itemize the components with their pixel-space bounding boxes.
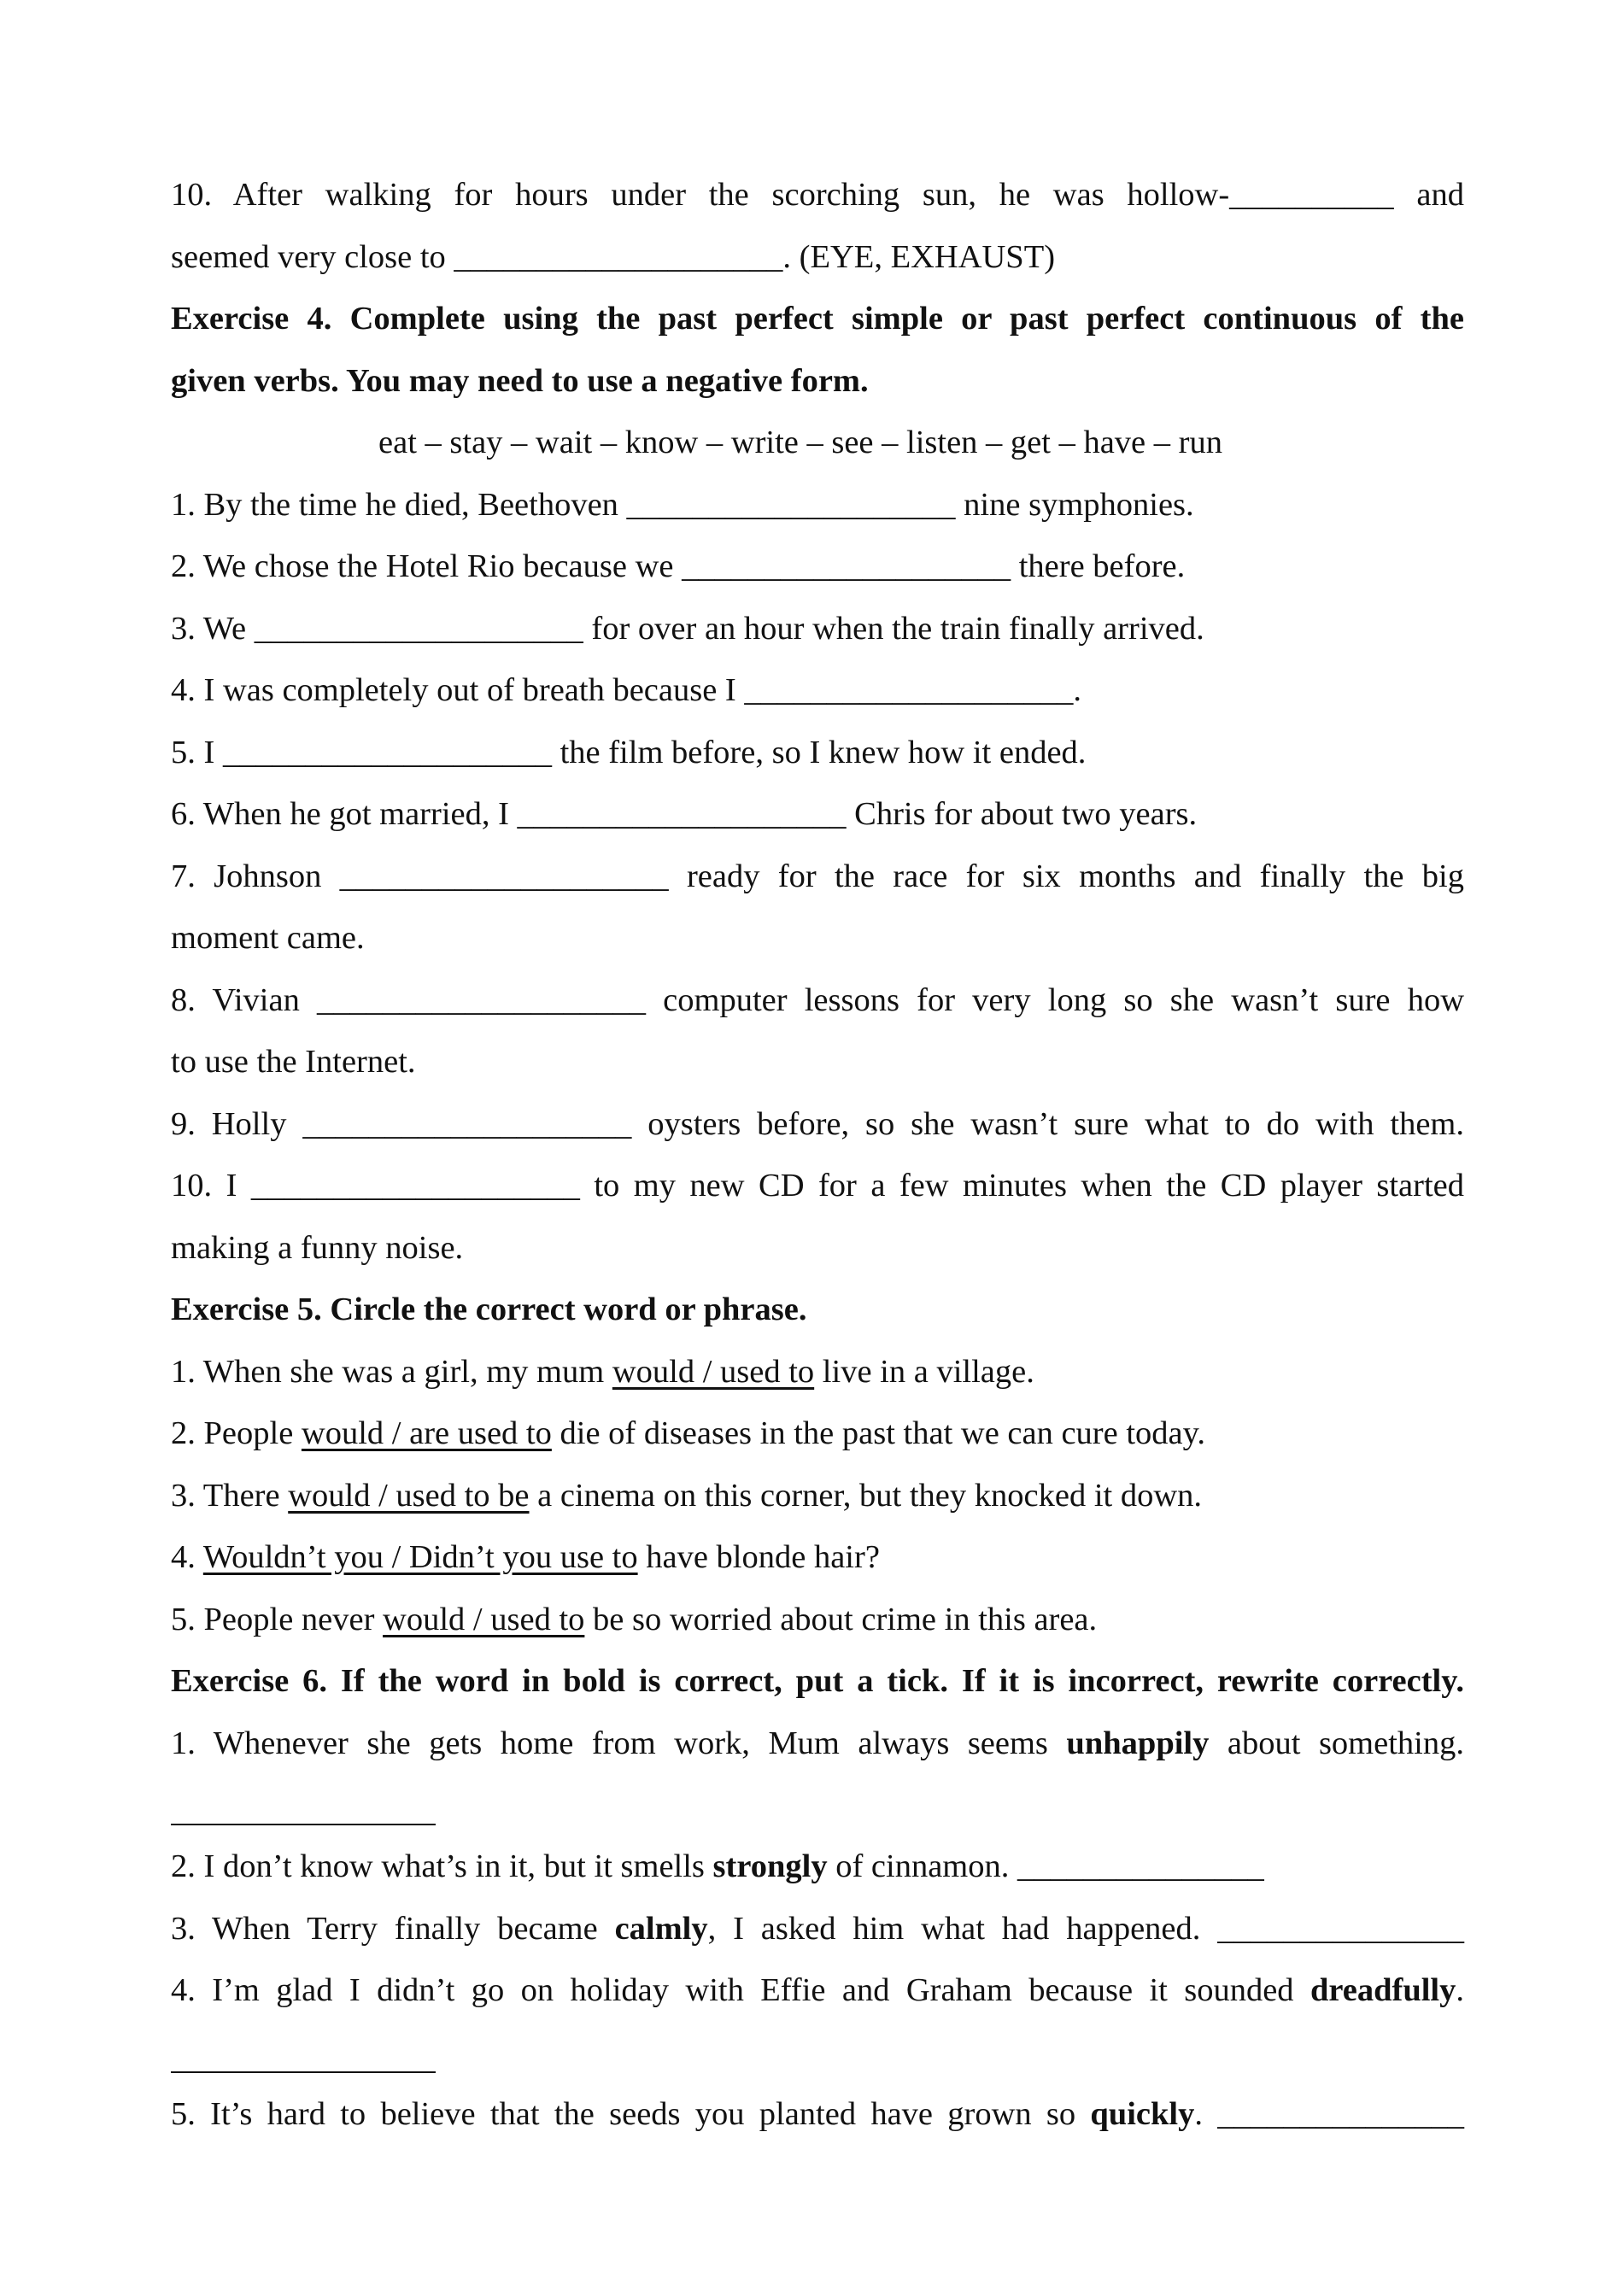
ex6-q5-pre: 5. It’s hard to believe that the seeds you planted have grown so [171,2095,1091,2132]
ex4-q4: 4. I was completely out of breath because I ____________________. [171,672,1081,708]
ex5-q4-pre: 4. [171,1539,203,1575]
ex5-q1-post: live in a village. [814,1353,1034,1390]
ex6-q5-post: . _______________ [1194,2095,1464,2132]
ex6-q5 [171,2083,1464,2146]
ex4-q10-line1: 10. I ____________________ to my new CD for a few minutes when the CD player started [171,1168,1464,1204]
ex4-q6: 6. When he got married, I ____________________ Chris for about two years. [171,796,1198,832]
ex6-q2-post: of cinnamon. _______________ [827,1848,1264,1884]
ex4-heading-line2: given verbs. You may need to use a negative form. [171,362,869,399]
ex5-q5 [171,1589,1464,1651]
ex5-q4 [171,1526,1464,1589]
ex4-q8-line1: 8. Vivian ____________________ computer lessons for very long so she wasn’t sure how [171,981,1464,1018]
ex4-q1: 1. By the time he died, Beethoven ____________________ nine symphonies. [171,486,1194,523]
ex4-word-bank: eat – stay – wait – know – write – see – listen – get – have – run [378,425,1222,460]
ex6-q3-bold-word: calmly [614,1910,708,1947]
ex5-q5-pre: 5. People never [171,1601,384,1637]
ex6-q4-bold-word: dreadfully [1310,1972,1456,2008]
ex6-q1-answer-line[interactable] [171,1774,436,1836]
ex6-q4-answer-line[interactable] [171,2022,436,2083]
ex3-q10-line1: 10. After walking for hours under the scorching sun, he was hollow-__________ and [171,177,1464,213]
ex4-q9: 9. Holly ____________________ oysters before, so she wasn’t sure what to do with them. [171,1105,1464,1142]
ex5-q1 [171,1341,1464,1403]
ex4-heading-line1: Exercise 4. Complete using the past perfect simple or past perfect continuous of the [171,301,1464,337]
ex4-q8-line2: to use the Internet. [171,1044,416,1080]
ex6-q2 [171,1836,1464,1898]
ex5-q5-post: be so worried about crime in this area. [584,1601,1098,1637]
ex5-q2-post: die of diseases in the past that we can cure today. [551,1415,1205,1451]
ex6-q1 [171,1713,1464,1775]
ex4-q5: 5. I ____________________ the film before, so I knew how it ended. [171,734,1087,770]
ex5-q4-post: have blonde hair? [637,1539,880,1575]
ex6-q4-pre: 4. I’m glad I didn’t go on holiday with Effie and Graham because it sounded [171,1972,1310,2008]
ex4-q10-line2: making a funny noise. [171,1229,464,1266]
ex4-q7-line1: 7. Johnson ____________________ ready for the race for six months and finally the big [171,858,1464,894]
ex4-q3: 3. We ____________________ for over an hour when the train finally arrived. [171,610,1204,647]
worksheet-page [171,164,1464,2145]
ex5-q2-pre: 2. People [171,1415,302,1451]
ex5-q2 [171,1403,1464,1465]
ex6-q1-post: about something. [1209,1725,1464,1761]
ex5-q1-options[interactable]: would / used to [612,1353,815,1390]
ex5-q3-options[interactable]: would / used to be [288,1477,530,1514]
ex5-q1-pre: 1. When she was a girl, my mum [171,1353,612,1390]
ex6-heading: Exercise 6. If the word in bold is correct, put a tick. If it is incorrect, rewrite correctly. [171,1663,1464,1699]
ex4-q2: 2. We chose the Hotel Rio because we ____________________ there before. [171,548,1186,584]
ex6-q3-pre: 3. When Terry finally became [171,1910,615,1947]
ex6-q4-post: . [1456,1972,1464,2008]
ex5-q4-options[interactable]: Wouldn’t you / Didn’t you use to [202,1539,638,1575]
ex6-q1-pre: 1. Whenever she gets home from work, Mum always seems [171,1725,1067,1761]
ex6-q3-post: , I asked him what had happened. _______________ [707,1910,1464,1947]
ex4-q7-line2: moment came. [171,920,365,956]
ex5-q2-options[interactable]: would / are used to [301,1415,552,1451]
ex6-q5-bold-word: quickly [1090,2095,1195,2132]
ex6-q3 [171,1898,1464,1960]
ex6-q1-bold-word: unhappily [1066,1725,1210,1761]
ex6-q4 [171,1959,1464,2022]
ex6-q2-pre: 2. I don’t know what’s in it, but it smells [171,1848,713,1884]
ex5-heading: Exercise 5. Circle the correct word or phrase. [171,1292,807,1327]
ex3-q10-line2: seemed very close to ____________________. (EYE, EXHAUST) [171,238,1056,275]
ex6-q2-bold-word: strongly [712,1848,828,1884]
ex5-q3-post: a cinema on this corner, but they knocked it down. [529,1477,1203,1514]
ex5-q3-pre: 3. There [171,1477,289,1514]
ex5-q5-options[interactable]: would / used to [383,1601,585,1637]
ex5-q3 [171,1465,1464,1527]
